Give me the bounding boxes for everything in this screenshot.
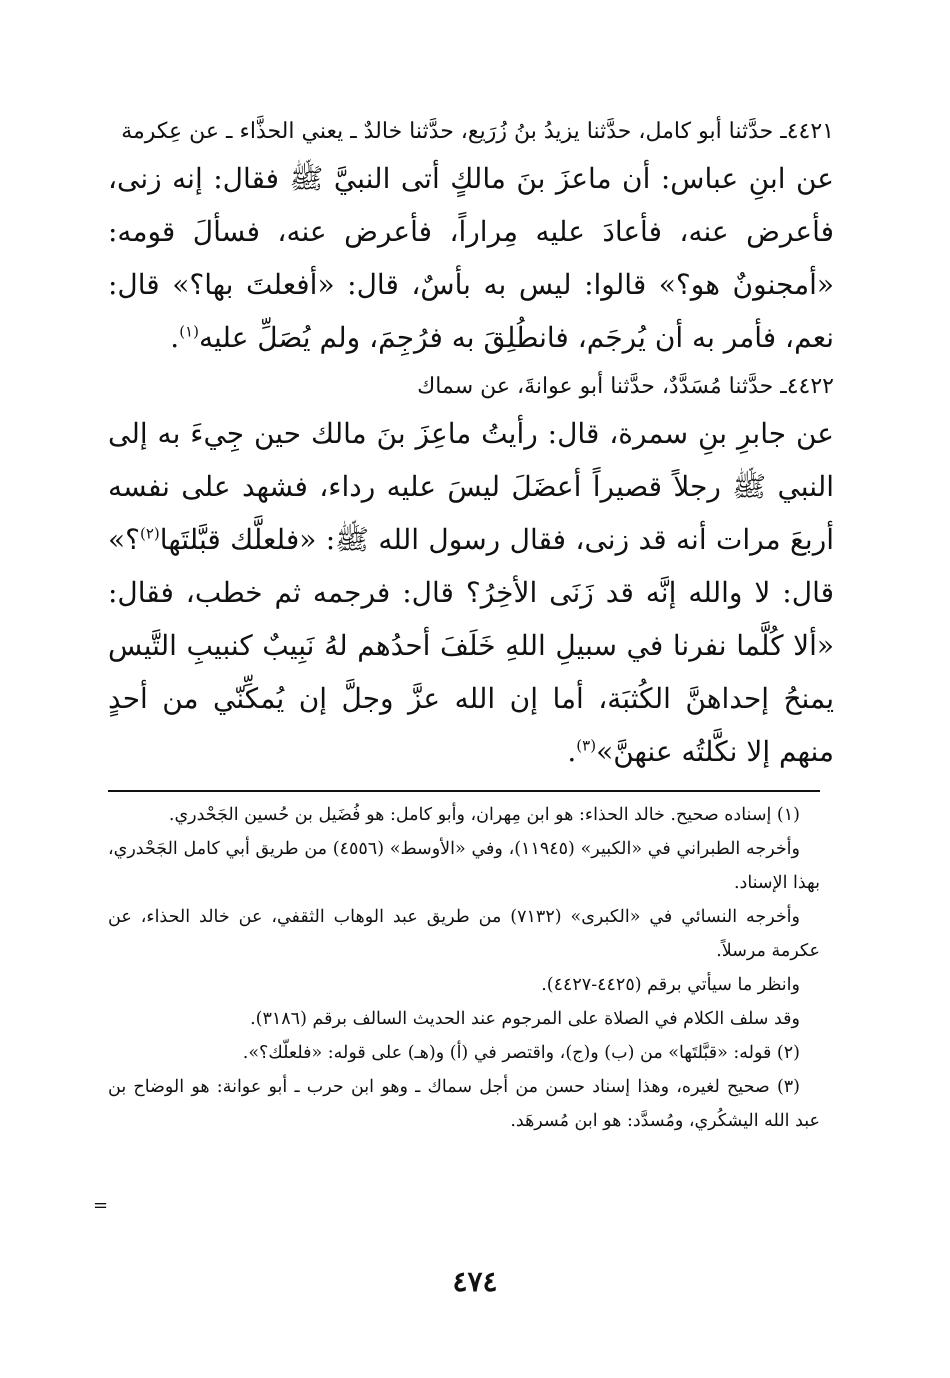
hadith-4422-text-part1: عن جابرِ بنِ سمرة، قال: رأيتُ ماعِزَ بنَ مالك حين جِيءَ به إلى النبي ﷺ رجلاً قصيراً أعضَلَ ليسَ عليه رداء، فشهد على نفسه أربعَ مرات أنه قد زنى، فقال رسول الله ﷺ: «فلعلَّك قبَّلتَها xyxy=(108,417,834,556)
hadith-4421-isnad: ٤٤٢١ـ حدَّثنا أبو كامل، حدَّثنا يزيدُ بنُ زُرَيع، حدَّثنا خالدٌ ـ يعني الحذَّاء ـ عن عِكرمة xyxy=(121,119,834,144)
footnote-ref-2: (٢) xyxy=(140,524,160,543)
footnote-1e: وقد سلف الكلام في الصلاة على المرجوم عند الحديث السالف برقم (٣١٨٦). xyxy=(250,1009,800,1029)
hadith-4421-matn: عن ابنِ عباس: أن ماعزَ بنَ مالكٍ أتى النبيَّ ﷺ فقال: إنه زنى، فأعرض عنه، فأعادَ عليه مِراراً، فأعرض عنه، فسألَ قومه: «أمجنونٌ هو؟» قالوا: ليس به بأسٌ، قال: «أفعلتَ بها؟» قال: نعم، فأمر به أن يُرجَم، فانطُلِقَ به فرُجِمَ، ولم يُصَلِّ عليه$^{(١)}$. xyxy=(108,162,834,354)
footnote-1c: وأخرجه النسائي في «الكبرى» (٧١٣٢) من طريق عبد الوهاب الثقفي، عن خالد الحذاء، عن عكرمة مرسلاً. xyxy=(108,907,820,961)
continuation-mark: = xyxy=(93,1195,109,1216)
footnote-ref-1: (١) xyxy=(179,322,199,341)
footnote-3: (٣) صحيح لغيره، وهذا إسناد حسن من أجل سماك ـ وهو ابن حرب ـ أبو عوانة: هو الوضاح بن عبد الله اليشكُري، ومُسدَّد: هو ابن مُسرهَد. xyxy=(108,1077,820,1131)
footnote-2: (٢) قوله: «قبَّلتَها» من (ب) و(ج)، واقتصر في (أ) و(هـ) على قوله: «فلعلّك؟». xyxy=(242,1043,800,1063)
footnotes xyxy=(108,798,820,1138)
hadith-4421-text: عن ابنِ عباس: أن ماعزَ بنَ مالكٍ أتى النبيَّ ﷺ فقال: إنه زنى، فأعرض عنه، فأعادَ عليه مِراراً، فأعرض عنه، فسألَ قومه: «أمجنونٌ هو؟» قالوا: ليس به بأسٌ، قال: «أفعلتَ بها؟» قال: نعم، فأمر به أن يُرجَم، فانطُلِقَ به فرُجِمَ، ولم يُصَلِّ عليه xyxy=(108,162,834,354)
main-text xyxy=(108,112,834,778)
footnote-divider xyxy=(108,790,820,792)
hadith-4422-isnad: ٤٤٢٢ـ حدَّثنا مُسَدَّدٌ، حدَّثنا أبو عوانةَ، عن سماك xyxy=(417,374,834,399)
footnote-ref-3: (٣) xyxy=(576,736,597,755)
footnote-1b: وأخرجه الطبراني في «الكبير» (١١٩٤٥)، وفي «الأوسط» (٤٥٥٦) من طريق أبي كامل الجَحْدري، بهذا الإسناد. xyxy=(108,839,820,893)
hadith-4422-matn: عن جابرِ بنِ سمرة، قال: رأيتُ ماعِزَ بنَ مالك حين جِيءَ به إلى النبي ﷺ رجلاً قصيراً أعضَلَ ليسَ عليه رداء، فشهد على نفسه أربعَ مرات أنه قد زنى، فقال رسول الله ﷺ: «فلعلَّك قبَّلتَها$^{(٢)}$؟» قال: لا والله إنَّه قد زَنَى الأخِرُ؟ قال: فرجمه ثم خطب، فقال: «ألا كُلَّما نفرنا في سبيلِ اللهِ خَلَفَ أحدُهم لهُ نَبِيبٌ كنبيبِ التَّيس يمنحُ إحداهنَّ الكُثبَة، أما إن الله عزَّ وجلَّ إن يُمكِّنّي من أحدٍ منهم إلا نكَّلتُه عنهنَّ»$^{(٣)}$. xyxy=(108,417,834,768)
hadith-4422-text-part2: ؟» قال: لا والله إنَّه قد زَنَى الأخِرُ؟ قال: فرجمه ثم خطب، فقال: «ألا كُلَّما نفرنا في سبيلِ اللهِ خَلَفَ أحدُهم لهُ نَبِيبٌ كنبيبِ التَّيس يمنحُ إحداهنَّ الكُثبَة، أما إن الله عزَّ وجلَّ إن يُمكِّنّي من أحدٍ منهم إلا نكَّلتُه عنهنَّ» xyxy=(108,523,834,768)
footnote-1d: وانظر ما سيأتي برقم (٤٤٢٥-٤٤٢٧). xyxy=(541,975,800,995)
footnote-1a: (١) إسناده صحيح. خالد الحذاء: هو ابن مِهران، وأبو كامل: هو فُضَيل بن حُسين الجَحْدري. xyxy=(168,805,800,825)
page-number: ٤٧٤ xyxy=(452,1265,498,1298)
